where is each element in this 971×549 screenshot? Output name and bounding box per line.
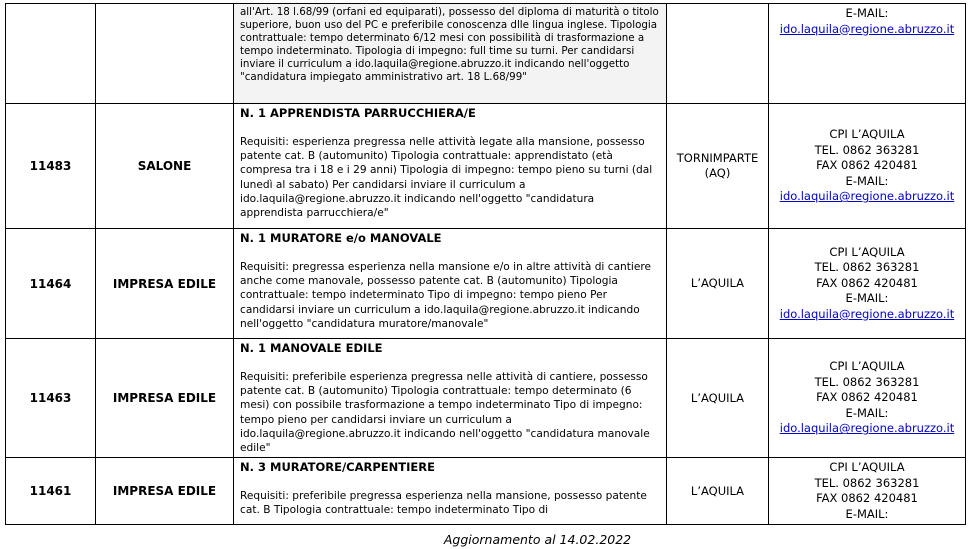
table-row <box>6 4 966 104</box>
job-id-cell: 11483 <box>6 104 96 229</box>
job-description-cell <box>234 4 667 104</box>
contact-org: CPI L’AQUILA <box>829 244 905 259</box>
location-cell: L’AQUILA <box>667 339 769 458</box>
contact-fax: FAX 0862 420481 <box>816 390 918 405</box>
contact-fax: FAX 0862 420481 <box>816 491 918 506</box>
email-label: E-MAIL: <box>845 173 889 188</box>
company-cell: IMPRESA EDILE <box>96 458 234 525</box>
contact-cell <box>769 104 966 229</box>
email-link[interactable]: ido.laquila@regione.abruzzo.it <box>779 189 955 204</box>
email-label: E-MAIL: <box>845 6 889 20</box>
contact-tel: TEL. 0862 363281 <box>814 374 920 389</box>
job-description-text: Requisiti: pregressa esperienza nella mansione e/o in altre attività di cantiere anche come manovale, possesso patente cat. B (automunito) Tipologia contrattuale: tempo indeterminato Tipo di impegno: tempo pieno Per candidarsi inviare un curriculum a ido.laquila@regione.abruzzo.it indicando nell'oggetto "candidatura muratore/manovale" <box>240 261 652 330</box>
contact-cell <box>769 4 966 104</box>
email-link[interactable]: ido.laquila@regione.abruzzo.it <box>779 306 955 321</box>
contact-fax: FAX 0862 420481 <box>816 158 918 173</box>
contact-tel: TEL. 0862 363281 <box>814 142 920 157</box>
email-label: E-MAIL: <box>845 405 889 420</box>
location-cell <box>667 4 769 104</box>
job-description-cell <box>234 458 667 525</box>
email-link[interactable]: ido.laquila@regione.abruzzo.it <box>779 421 955 436</box>
company-cell: SALONE <box>96 104 234 229</box>
job-title: N. 1 MURATORE e/o MANOVALE <box>240 231 442 245</box>
job-listings-table <box>5 3 966 525</box>
contact-cell <box>769 339 966 458</box>
job-description-text: Requisiti: esperienza pregressa nelle attività legate alla mansione, possesso patente cat. B (automunito) Tipologia contrattuale: apprendistato (età compresa tra i 18 e i 29 anni) Tipologia di impegno: tempo pieno su turni (dal lunedì al sabato) Per candidarsi inviare il curriculum a ido.laquila@regione.abruzzo.it indicando nell'oggetto "candidatura apprendista parrucchiera/e" <box>240 136 653 220</box>
location-cell: L’AQUILA <box>667 229 769 339</box>
contact-cell <box>769 229 966 339</box>
job-description-cell <box>234 229 667 339</box>
contact-tel: TEL. 0862 363281 <box>814 475 920 490</box>
email-label: E-MAIL: <box>845 506 889 521</box>
contact-tel: TEL. 0862 363281 <box>814 260 920 275</box>
contact-org: CPI L’AQUILA <box>829 359 905 374</box>
job-title: N. 1 APPRENDISTA PARRUCCHIERA/E <box>240 106 476 120</box>
contact-cell <box>769 458 966 525</box>
job-description-cell <box>234 339 667 458</box>
job-id-cell: 11461 <box>6 458 96 525</box>
contact-org: CPI L’AQUILA <box>829 127 905 142</box>
contact-fax: FAX 0862 420481 <box>816 275 918 290</box>
job-id-cell <box>6 4 96 104</box>
email-label: E-MAIL: <box>845 291 889 306</box>
job-description-text: Requisiti: preferibile esperienza pregressa nelle attività di cantiere, possesso patente cat. B (automunito) Tipologia contrattuale: tempo determinato (6 mesi) con possibile trasformazione a tempo indeterminato Tipo di impegno: tempo pieno per candidarsi inviare un curriculum a ido.laquila@regione.abruzzo.it indicando nell'oggetto "candidatura manovale edile" <box>240 371 650 455</box>
job-description-text: all'Art. 18 l.68/99 (orfani ed equiparati), possesso del diploma di maturità o titolo superiore, buon uso del PC e preferibile conoscenza dlle lingua inglese. Tipologia contrattuale: tempo determinato 6/12 mesi con possibilità di trasformazione a tempo indeterminato. Tipologia di impegno: full time su turni. Per candidarsi inviare il curriculum a ido.laquila@regione.abruzzo.it indicando nell'oggetto "candidatura impiegato amministrativo art. 18 L.68/99" <box>240 6 659 83</box>
email-link[interactable]: ido.laquila@regione.abruzzo.it <box>779 21 955 36</box>
company-cell: IMPRESA EDILE <box>96 229 234 339</box>
job-title: N. 3 MURATORE/CARPENTIERE <box>240 460 435 475</box>
table-row <box>6 229 966 339</box>
table-row <box>6 458 966 525</box>
location-cell: TORNIMPARTE (AQ) <box>667 104 769 229</box>
company-cell <box>96 4 234 104</box>
contact-org: CPI L’AQUILA <box>829 460 905 475</box>
job-id-cell: 11464 <box>6 229 96 339</box>
location-cell: L’AQUILA <box>667 458 769 525</box>
job-description-cell <box>234 104 667 229</box>
job-id-cell: 11463 <box>6 339 96 458</box>
company-cell: IMPRESA EDILE <box>96 339 234 458</box>
table-row <box>6 339 966 458</box>
job-title: N. 1 MANOVALE EDILE <box>240 341 383 355</box>
table-row <box>6 104 966 229</box>
job-description-text: Requisiti: preferibile pregressa esperienza nella mansione, possesso patente cat. B Tipologia contrattuale: tempo indeterminato Tipo di <box>240 490 647 517</box>
update-date: Aggiornamento al 14.02.2022 <box>443 532 632 548</box>
